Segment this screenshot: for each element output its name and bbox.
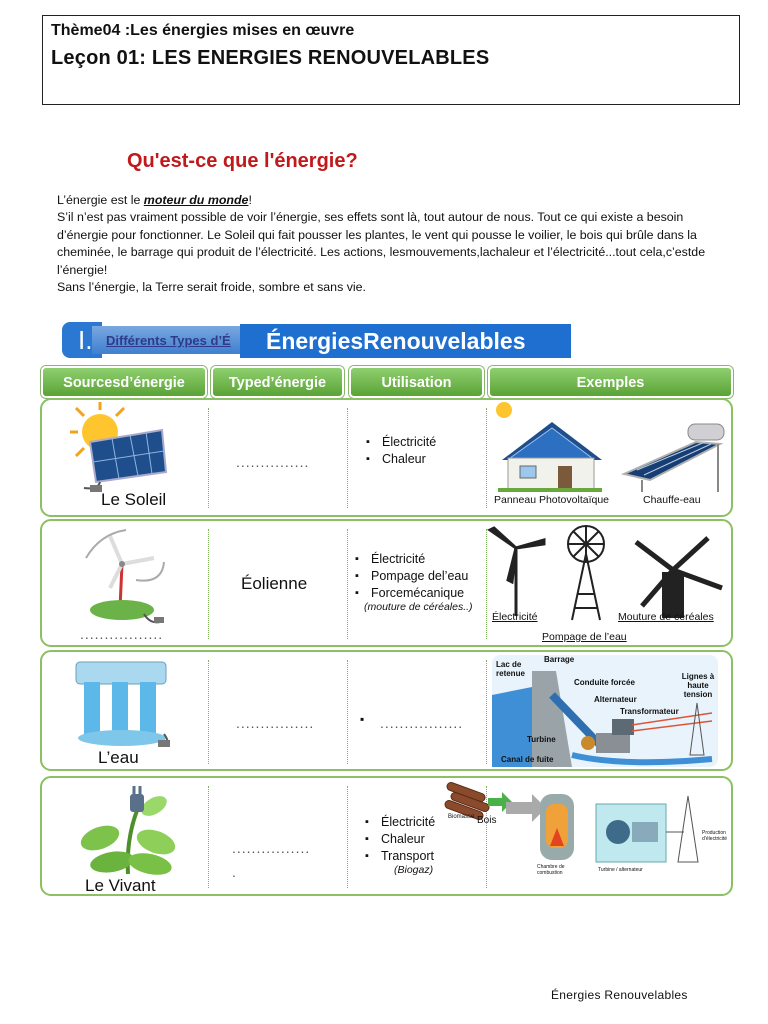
turbine-alt-label: Turbine / alternateur <box>598 867 643 873</box>
intro-closing: Sans l’énergie, la Terre serait froide, sombre et sans vie. <box>57 280 366 295</box>
type-eau-blank: ................ <box>236 715 315 731</box>
col-header-source: Sourcesd’énergie <box>41 366 207 398</box>
theme-title: Thème04 :Les énergies mises en œuvre <box>51 22 355 39</box>
section-small-title: Différents Types d’É <box>106 333 231 348</box>
col-header-type: Typed’énergie <box>211 366 344 398</box>
dam-turbine-label: Turbine <box>527 735 556 744</box>
type-vivant-dot: . <box>232 864 237 880</box>
chambre-label: Chambre de combustion <box>537 864 565 876</box>
lesson-title: Leçon 01: LES ENERGIES RENOUVELABLES <box>51 47 490 69</box>
example-electricite-label: Électricité <box>492 611 538 623</box>
question-heading: Qu'est-ce que l'énergie? <box>127 150 358 172</box>
uses-soleil: ▪ Électricité ▪ Chaleur <box>366 434 436 468</box>
biomasse-label: Biomasse <box>448 814 475 820</box>
plant-plug-icon <box>78 778 178 876</box>
footer-title: Énergies Renouvelables <box>551 988 688 1002</box>
col-header-exemples: Exemples <box>488 366 733 398</box>
source-soleil-label: Le Soleil <box>101 490 167 509</box>
solar-house-illustration <box>492 400 732 494</box>
dam-canal-label: Canal de fuite <box>501 755 554 764</box>
source-vivant-label: Le Vivant <box>85 876 156 895</box>
dam-icon <box>70 656 180 752</box>
dam-lac-label: Lac de retenue <box>496 660 525 678</box>
header-box <box>42 15 740 105</box>
uses-vent: ▪ Électricité ▪ Pompage del’eau ▪ Forcemécanique <box>355 551 468 602</box>
example-pompage-label: Pompage de l’eau <box>542 631 627 643</box>
wind-turbine-icon <box>80 524 175 624</box>
intro-body: S’il n’est pas vraiment possible de voir l’énergie, ses effets sont là, tout autour de nous. Tout ce qui existe a besoin d’énergie pour fonctionner. Le Soleil qui fait pousser les plantes, le vent qui pousse le voilier, le bois qui brûle dans la cheminée, le barrage qui produit de l’électricité. Les actions, lesmouvements,lachaleur et l’électricité...tout cela,c’estde l’énergie! <box>57 210 706 277</box>
dam-transformateur-label: Transformateur <box>620 707 679 716</box>
moteur-du-monde: moteur du monde <box>143 193 249 207</box>
dam-lignes-label: Lignes à haute tension <box>681 672 715 699</box>
source-eau-label: L’eau <box>98 748 139 767</box>
vent-note: (mouture de céréales..) <box>364 601 473 613</box>
bois-label: Bois <box>477 815 497 826</box>
intro-paragraph: L’énergie est le moteur du monde! S’il n’est pas vraiment possible de voir l’énergie, ses effets sont là, tout autour de nous. Tout ce qui existe a besoin d’énergie pour fonctionner. Le Soleil qui fait pousser les plantes, le vent qui pousse le voilier, le bois qui brûle dans la cheminée, le barrage qui produit de l’électricité. Les actions, lesmouvements,lachaleur et l’électricité...tout cela,c’estde l’énergie! Sans l’énergie, la Terre serait froide, sombre et sans vie. <box>57 192 737 296</box>
production-label: Production d’électricité <box>702 830 728 842</box>
section-number: I. <box>62 322 102 358</box>
dam-conduite-label: Conduite forcée <box>574 678 635 687</box>
section-main-title: ÉnergiesRenouvelables <box>240 324 571 358</box>
col-header-utilisation: Utilisation <box>349 366 484 398</box>
vivant-note: (Biogaz) <box>394 864 434 876</box>
source-vent-blank: ................. <box>80 626 164 642</box>
dam-barrage-label: Barrage <box>544 655 575 664</box>
dam-alternateur-label: Alternateur <box>594 695 637 704</box>
windmills-illustration <box>486 524 732 624</box>
use-eau-bullet: ▪ <box>360 712 365 726</box>
use-eau-blank: ................. <box>380 715 464 731</box>
type-vivant-blank: ................ <box>232 840 311 856</box>
type-soleil-blank: ............... <box>236 454 310 470</box>
example-mouture-label: Mouture de céréales <box>618 611 714 623</box>
example-chauffe-eau-label: Chauffe-eau <box>643 494 701 506</box>
example-panneau-label: Panneau Photovoltaïque <box>494 494 610 506</box>
uses-vivant: ▪ Électricité ▪ Chaleur ▪ Transport <box>365 814 435 865</box>
type-eolienne-label: Éolienne <box>241 574 308 593</box>
solar-panel-icon <box>70 402 170 494</box>
